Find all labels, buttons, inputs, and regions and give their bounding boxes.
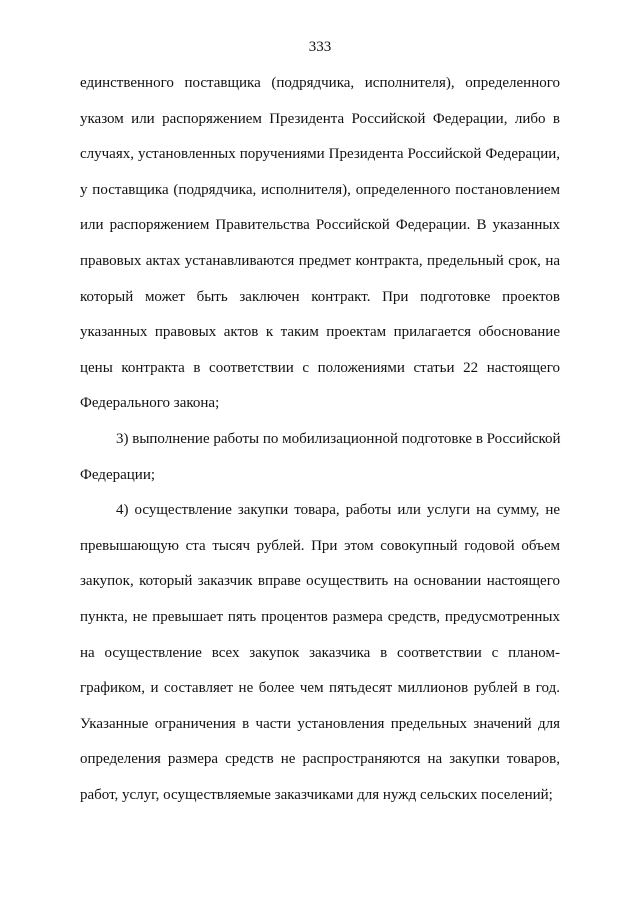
text-line: определения размера средств не распространяются на закупки товаров, <box>80 751 560 768</box>
text-line: единственного поставщика (подрядчика, исполнителя), определенного <box>80 75 560 91</box>
text-line: Федерального закона; <box>80 395 220 412</box>
text-line: или распоряжением Правительства Российской Федерации. В указанных <box>80 217 560 234</box>
text-line: у поставщика (подрядчика, исполнителя), определенного постановлением <box>80 181 560 198</box>
text-line: который может быть заключен контракт. При подготовке проектов <box>80 288 560 305</box>
text-line: Указанные ограничения в части установления предельных значений для <box>80 715 560 732</box>
body-text <box>80 66 560 813</box>
page-number: 333 <box>308 39 332 55</box>
text-line: пункта, не превышает пять процентов размера средств, предусмотренных <box>80 608 560 625</box>
text-line: работ, услуг, осуществляемые заказчиками для нужд сельских поселений; <box>80 786 553 803</box>
text-line: цены контракта в соответствии с положениями статьи 22 настоящего <box>80 359 560 376</box>
text-line: 4) осуществление закупки товара, работы или услуги на сумму, не <box>116 502 560 519</box>
text-line: превышающую ста тысяч рублей. При этом совокупный годовой объем <box>80 537 560 554</box>
text-line: случаях, установленных поручениями Президента Российской Федерации, <box>80 146 560 163</box>
text-line: 3) выполнение работы по мобилизационной подготовке в Российской <box>116 430 561 447</box>
text-line: правовых актах устанавливаются предмет контракта, предельный срок, на <box>80 252 560 269</box>
text-line: указанных правовых актов к таким проектам прилагается обоснование <box>80 324 560 341</box>
text-line: закупок, который заказчик вправе осуществить на основании настоящего <box>80 573 560 590</box>
text-line: на осуществление всех закупок заказчика в соответствии с планом- <box>80 644 560 661</box>
text-line: указом или распоряжением Президента Российской Федерации, либо в <box>80 110 560 127</box>
text-line: Федерации; <box>80 466 156 483</box>
text-line: графиком, и составляет не более чем пятьдесят миллионов рублей в год. <box>80 680 560 697</box>
